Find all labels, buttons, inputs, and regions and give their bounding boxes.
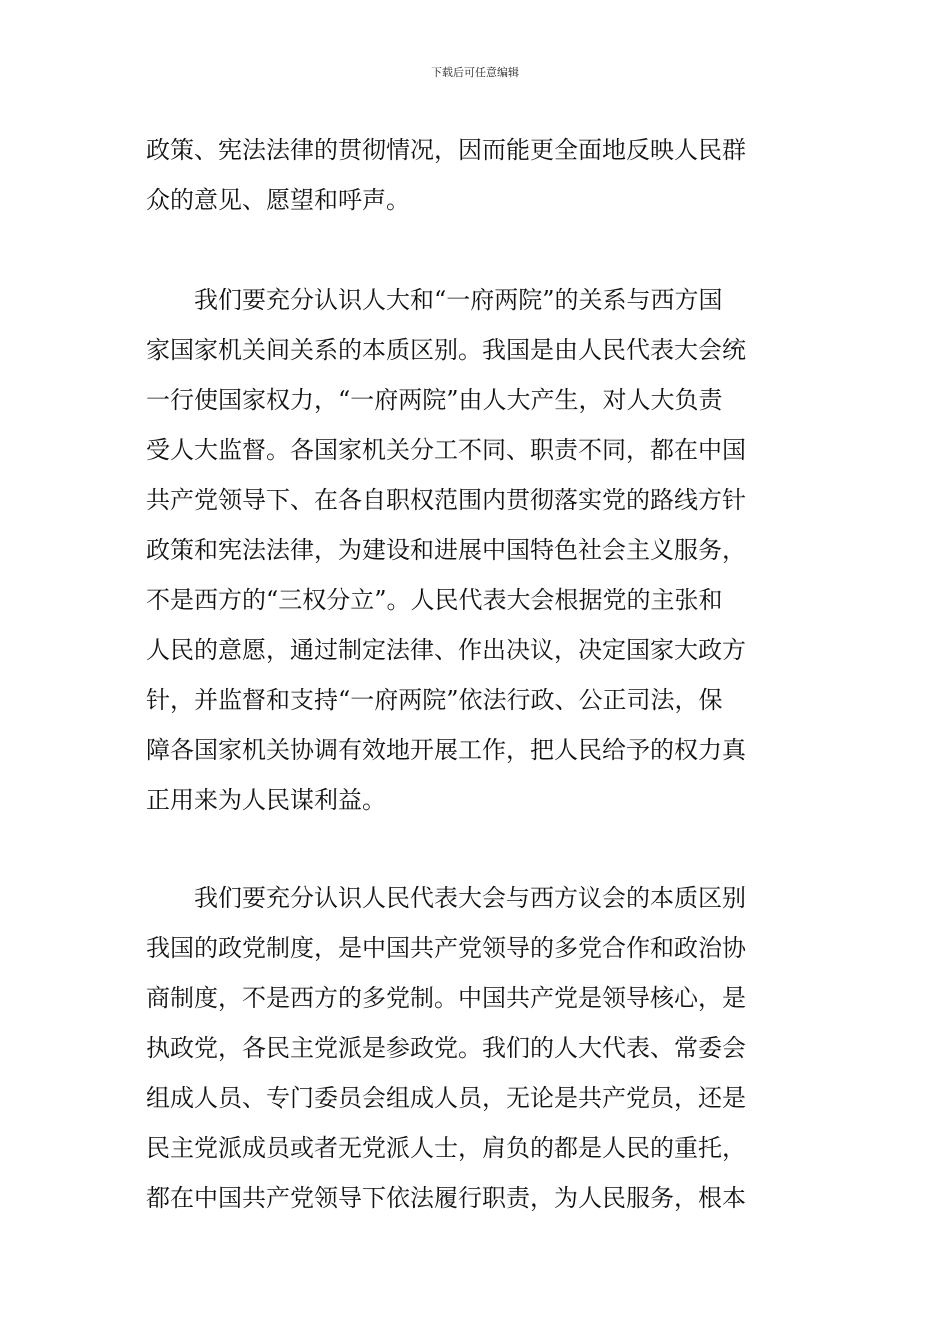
paragraph-2 <box>146 275 806 825</box>
text-line: 一行使国家权力，“一府两院”由人大产生，对人大负责 <box>146 386 723 414</box>
text-line: 组成人员、专门委员会组成人员，无论是共产党员，还是 <box>146 1084 746 1112</box>
text-line: 共产党领导下、在各自职权范围内贯彻落实党的路线方针 <box>146 486 746 514</box>
text-line: 障各国家机关协调有效地开展工作，把人民给予的权力真 <box>146 736 746 764</box>
paragraph-1 <box>146 125 806 225</box>
text-line: 我国的政党制度，是中国共产党领导的多党合作和政治协 <box>146 934 746 962</box>
text-line: 受人大监督。各国家机关分工不同、职责不同，都在中国 <box>146 436 746 464</box>
text-line: 家国家机关间关系的本质区别。我国是由人民代表大会统 <box>146 336 746 364</box>
text-line: 我们要充分认识人大和“一府两院”的关系与西方国 <box>194 286 723 314</box>
text-line: 民主党派成员或者无党派人士，肩负的都是人民的重托， <box>146 1134 746 1162</box>
text-line: 人民的意愿，通过制定法律、作出决议，决定国家大政方 <box>146 636 746 664</box>
text-line: 不是西方的“三权分立”。人民代表大会根据党的主张和 <box>146 586 723 614</box>
text-line: 众的意见、愿望和呼声。 <box>146 186 410 214</box>
text-line: 政策、宪法法律的贯彻情况，因而能更全面地反映人民群 <box>146 136 746 164</box>
page-header: 下载后可任意编辑 <box>431 66 519 79</box>
text-line: 我们要充分认识人民代表大会与西方议会的本质区别 <box>194 884 746 912</box>
text-line: 执政党，各民主党派是参政党。我们的人大代表、常委会 <box>146 1034 746 1062</box>
text-line: 政策和宪法法律，为建设和进展中国特色社会主义服务， <box>146 536 746 564</box>
paragraph-3 <box>146 873 806 1223</box>
text-line: 都在中国共产党领导下依法履行职责，为人民服务，根本 <box>146 1184 746 1212</box>
text-line: 商制度，不是西方的多党制。中国共产党是领导核心，是 <box>146 984 746 1012</box>
text-line: 针，并监督和支持“一府两院”依法行政、公正司法，保 <box>146 686 723 714</box>
text-line: 正用来为人民谋利益。 <box>146 786 386 814</box>
